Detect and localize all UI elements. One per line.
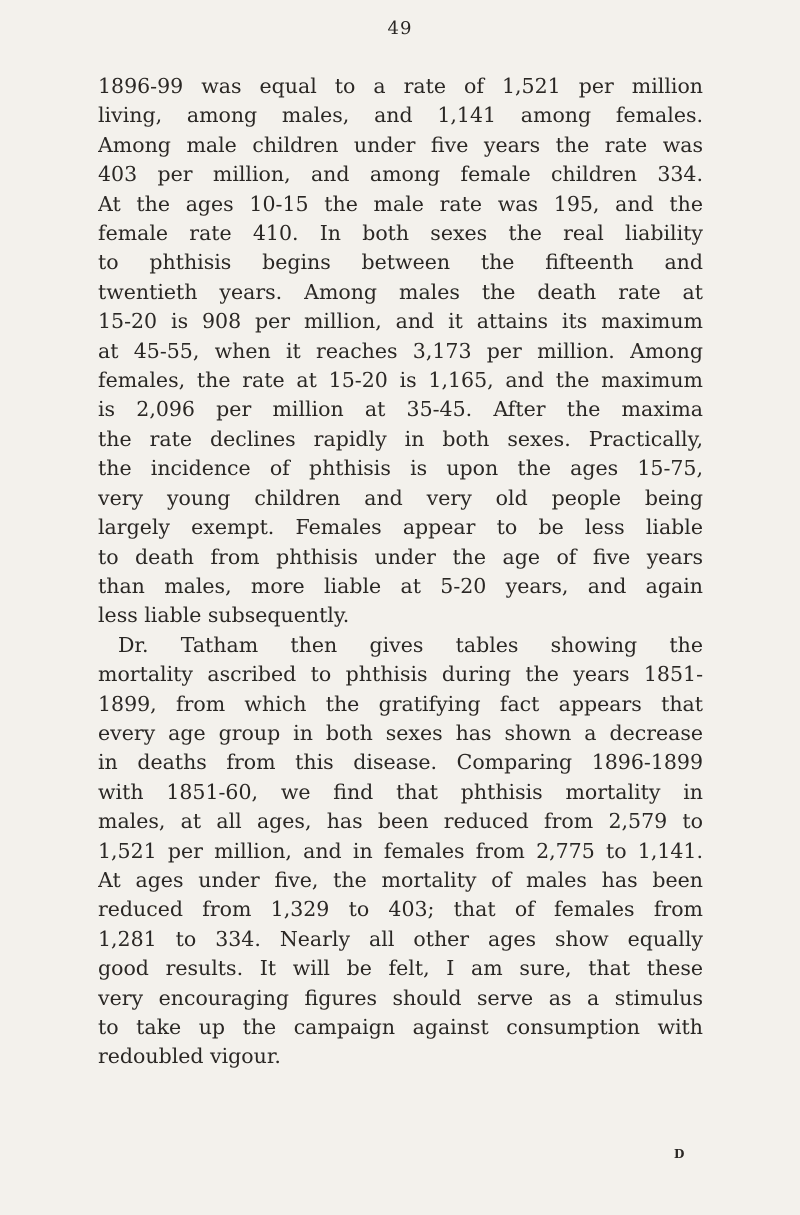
text-line: very young children and very old people being bbox=[98, 485, 703, 510]
text-line: less liable subsequently. bbox=[98, 603, 350, 628]
text-line: At the ages 10-15 the male rate was 195, and the bbox=[98, 191, 703, 216]
body-text bbox=[98, 72, 703, 1072]
signature-mark: D bbox=[674, 1147, 685, 1161]
text-line: mortality ascribed to phthisis during the years 1851- bbox=[98, 662, 703, 687]
text-line: the rate declines rapidly in both sexes. Practically, bbox=[98, 426, 703, 451]
text-line: in deaths from this disease. Comparing 1896-1899 bbox=[98, 750, 703, 775]
text-line: very encouraging figures should serve as a stimulus bbox=[98, 985, 703, 1010]
text-line: to take up the campaign against consumption with bbox=[98, 1015, 703, 1039]
text-line: 15-20 is 908 per million, and it attains its maximum bbox=[98, 309, 703, 334]
text-line: redoubled vigour. bbox=[98, 1044, 281, 1069]
text-line: 1896-99 was equal to a rate of 1,521 per million bbox=[98, 74, 703, 98]
text-line: to death from phthisis under the age of five years bbox=[98, 544, 703, 569]
text-line: females, the rate at 15-20 is 1,165, and the maximum bbox=[98, 368, 703, 393]
text-line: males, at all ages, has been reduced from 2,579 to bbox=[98, 809, 703, 834]
text-line: 1,521 per million, and in females from 2,775 to 1,141. bbox=[98, 838, 703, 863]
text-line: Among male children under five years the rate was bbox=[98, 132, 703, 157]
text-line: at 45-55, when it reaches 3,173 per million. Among bbox=[98, 338, 703, 363]
text-line: than males, more liable at 5-20 years, and again bbox=[98, 573, 703, 598]
text-line: good results. It will be felt, I am sure, that these bbox=[98, 956, 703, 981]
text-line: 403 per million, and among female children 334. bbox=[98, 162, 703, 187]
text-line: is 2,096 per million at 35-45. After the maxima bbox=[98, 397, 703, 422]
page-number: 49 bbox=[387, 18, 413, 39]
text-line: 1899, from which the gratifying fact appears that bbox=[98, 691, 703, 716]
text-line: Dr. Tatham then gives tables showing the bbox=[118, 632, 703, 657]
text-line: every age group in both sexes has shown a decrease bbox=[98, 720, 703, 745]
text-line: reduced from 1,329 to 403; that of females from bbox=[98, 897, 703, 922]
text-line: female rate 410. In both sexes the real liability bbox=[98, 221, 703, 246]
text-line: twentieth years. Among males the death rate at bbox=[98, 279, 703, 304]
text-line: 1,281 to 334. Nearly all other ages show equally bbox=[98, 926, 703, 951]
text-line: with 1851-60, we find that phthisis mortality in bbox=[98, 779, 703, 804]
text-line: living, among males, and 1,141 among females. bbox=[98, 103, 703, 128]
text-line: At ages under five, the mortality of males has been bbox=[98, 867, 703, 892]
text-line: to phthisis begins between the fifteenth and bbox=[98, 250, 703, 275]
text-line: largely exempt. Females appear to be less liable bbox=[98, 515, 703, 540]
text-line: the incidence of phthisis is upon the ages 15-75, bbox=[98, 456, 703, 481]
